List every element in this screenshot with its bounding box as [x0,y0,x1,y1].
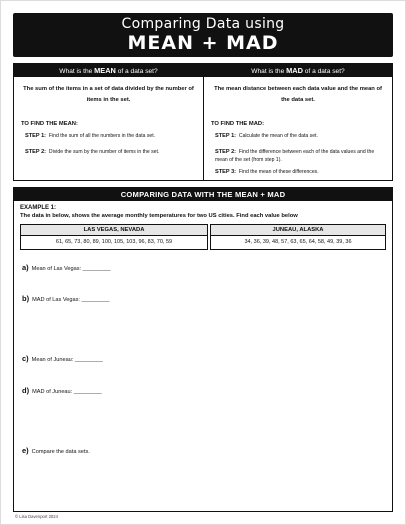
title-line-2: MEAN + MAD [127,32,279,54]
question-a: a) Mean of Las Vegas: _________ [22,263,111,272]
city-name: LAS VEGAS, NEVADA [21,225,207,236]
title-banner [13,13,393,57]
mad-step-1: STEP 1: Calculate the mean of the data set. [215,133,318,139]
title-line-1: Comparing Data using [121,16,285,32]
city-table-las-vegas [20,224,208,250]
mad-column [204,64,392,180]
mad-step-3: STEP 3: Find the mean of these differences. [215,169,319,175]
city-name: JUNEAU, ALASKA [211,225,385,236]
mean-column [14,64,204,180]
mad-heading: What is the MAD of a data set? [204,64,392,77]
mean-heading-key: MEAN [94,66,116,75]
city-table-juneau [210,224,386,250]
question-c: c) Mean of Juneau: _________ [22,354,103,363]
question-b: b) MAD of Las Vegas: _________ [22,294,110,303]
mad-find-label: TO FIND THE MAD: [211,121,265,127]
mad-definition: The mean distance between each data value and the mean of the data set. [214,86,382,103]
city-values: 61, 65, 73, 80, 89, 100, 105, 103, 96, 83, 70, 59 [55,239,173,245]
mean-definition: The sum of the items in a set of data divided by the number of items in the set. [23,86,194,103]
city-values: 34, 36, 39, 48, 57, 63, 65, 64, 58, 49, 39, 36 [244,239,352,245]
mean-step-2: STEP 2: Divide the sum by the number of items in the set. [25,149,160,155]
mean-heading: What is the MEAN of a data set? [14,64,203,77]
copyright-footer: © Lisa Davenport 2024 [15,514,58,519]
mean-step-1: STEP 1: Find the sum of all the numbers in the data set. [25,133,156,139]
example-label: EXAMPLE 1: [20,205,57,211]
example-section-title: COMPARING DATA WITH THE MEAN + MAD [14,188,392,201]
question-e: e) Compare the data sets. [22,446,90,455]
example-box [13,187,393,512]
example-description: The data in below, shows the average monthly temperatures for two US cities. Find each value below [20,213,298,219]
mean-find-label: TO FIND THE MEAN: [21,121,78,127]
mad-heading-key: MAD [286,66,303,75]
question-d: d) MAD of Juneau: _________ [22,386,102,395]
mad-step-2: STEP 2: Find the difference between each of the data values and the mean of the set (from step 1). [215,149,375,163]
definitions-box [13,63,393,181]
